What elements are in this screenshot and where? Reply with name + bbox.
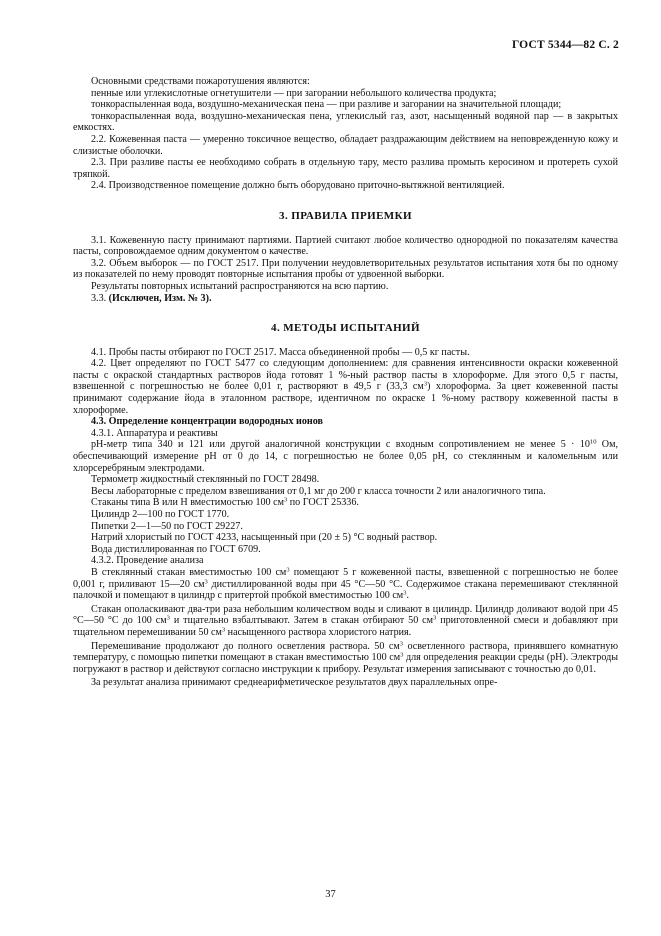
superscript: 3 (221, 626, 226, 634)
superscript: 10 (589, 438, 597, 446)
text-run: по ГОСТ 25336. (287, 497, 359, 509)
paragraph (73, 641, 618, 676)
text-run: дистиллированной воды при 45 °С—50 °С. Содержимое стакана перемешивают стеклянной палочкой и помещают в цилиндр с притертой пробкой вместимостью 100 см (73, 578, 618, 602)
paragraph: Натрий хлористый по ГОСТ 4233, насыщенный при (20 ± 5) °С водный раствор. (91, 532, 438, 544)
superscript: 3 (423, 380, 428, 388)
paragraph: 3.1. Кожевенную пасту принимают партиями. Партией считают любое количество однородной по показателям качества пасты, сопровождаемое одним документом о качестве. (73, 234, 618, 258)
paragraph: 3.2. Объем выборок — по ГОСТ 2517. При получении неудовлетворительных результатов испытания хотя бы по одному из показателей по нему проводят повторные испытания пробы от удвоенной выборки. (73, 257, 618, 281)
clause-number: 3.3. (91, 292, 107, 304)
paragraph: Термометр жидкостный стеклянный по ГОСТ 28498. (91, 474, 320, 486)
paragraph: Основными средствами пожаротушения являются: (91, 76, 310, 87)
paragraph: пенные или углекислотные огнетушители — при загорании небольшого количества продукта; (91, 87, 497, 99)
paragraph: Пипетки 2—1—50 по ГОСТ 29227. (91, 520, 243, 532)
text-run: Ом, обеспечивающий измерение рН от 0 до 14, с погрешностью не более 0,05 рН, со стеклянным и каломельным или хлорсеребряным электродами. (73, 439, 618, 474)
paragraph (73, 293, 618, 305)
page-number: 37 (325, 889, 336, 900)
paragraph: 2.3. При разливе пасты ее необходимо собрать в отдельную тару, место разлива промыть керосином и протереть сухой тряпкой. (73, 157, 618, 180)
text-run: В стеклянный стакан вместимостью 100 см (91, 566, 287, 578)
superscript: 3 (399, 640, 403, 648)
paragraph (73, 439, 618, 474)
paragraph: 4.3.2. Проведение анализа (91, 555, 204, 567)
superscript: 3 (433, 614, 437, 622)
subsection-heading: 4.3. Определение концентрации водородных ионов (91, 416, 323, 428)
excluded-note: (Исключен, Изм. № 3). (108, 292, 212, 304)
superscript: 3 (204, 578, 208, 586)
superscript: 3 (283, 496, 288, 504)
text-run: помещают 5 г кожевенной пасты, взвешенной с погрешностью не более 0,001 г, приливают 15—20 см (73, 566, 618, 590)
paragraph (73, 358, 618, 416)
section-heading-4: 4. МЕТОДЫ ИСПЫТАНИЙ (271, 322, 420, 335)
text-run: 4.2. Цвет определяют по ГОСТ 5477 со следующим дополнением: для сравнения интенсивности окраски кожевенной пасты с окраской стандартных растворов йода готовят 1 %-ный раствор пасты в хлороформе. Для этого 0,5 г пасты, взвешенной с погрешностью не более 0,01 г, растворяют в 49,5 г (33,3 см (73, 358, 618, 393)
superscript: 3 (166, 614, 170, 622)
paragraph: Результаты повторных испытаний распространяются на всю партию. (91, 280, 389, 292)
text-run: рН-метр типа 340 и 121 или другой аналогичной конструкции с входным сопротивлением не менее 5 · 10 (91, 439, 590, 451)
superscript: 3 (286, 566, 290, 574)
paragraph: 2.2. Кожевенная паста — умеренно токсичное вещество, обладает раздражающим действием на неповрежденную кожу и слизистые оболочки. (73, 133, 618, 157)
paragraph: Вода дистиллированная по ГОСТ 6709. (91, 543, 261, 555)
paragraph: 4.1. Пробы пасты отбирают по ГОСТ 2517. Масса объединенной пробы — 0,5 кг пасты. (91, 346, 470, 358)
text-run: и тщательно взбалтывают. Затем в стакан отбирают 50 см (169, 615, 434, 627)
paragraph (73, 497, 618, 509)
paragraph (73, 604, 618, 639)
paragraph: Весы лабораторные с пределом взвешивания от 0,1 мг до 200 г класса точности 2 или аналогичного типа. (91, 485, 546, 497)
text-run: Стакан ополаскивают два-три раза небольшим количеством воды и сливают в цилиндр. Цилиндр доливают водой при 45 °С—50 °С до 100 см (73, 603, 618, 627)
paragraph (73, 567, 618, 602)
text-run: . (406, 590, 409, 602)
paragraph: 4.3.1. Аппаратура и реактивы (91, 427, 218, 439)
paragraph: тонкораспыленная вода, воздушно-механическая пена — при разливе и загорании на значительной площади; (91, 99, 562, 111)
paragraph: Цилиндр 2—100 по ГОСТ 1770. (91, 509, 230, 520)
section-heading-3: 3. ПРАВИЛА ПРИЕМКИ (279, 209, 412, 222)
text-run: насыщенного раствора хлористого натрия. (225, 626, 412, 638)
page-header: ГОСТ 5344—82 С. 2 (511, 39, 619, 51)
text-run: для определения реакции среды (рН). Электроды погружают в раствор и действуют согласно инструкции к прибору. Результат измерения записывают с точностью до 0,01. (73, 652, 618, 675)
text-run: Перемешивание продолжают до полного осветления раствора. 50 см (91, 640, 400, 652)
paragraph: тонкораспыленная вода, воздушно-механическая пена, углекислый газ, азот, насыщенный водяной пар — в закрытых емкостях. (73, 110, 618, 134)
superscript: 3 (400, 651, 404, 659)
paragraph: За результат анализа принимают среднеарифметическое результатов двух параллельных опре- (91, 677, 498, 689)
superscript: 3 (403, 589, 407, 597)
text-run: осветленного раствора, принявшего комнатную температуру, с помощью пипетки помещают в стакан вместимостью 100 см (73, 640, 618, 664)
text-run: ) хлороформа. За цвет кожевенной пасты принимают содержание йода в эталонном растворе, идентичном по окраске 1 %-ному раствору кожевенной пасты в хлороформе. (73, 381, 618, 416)
text-run: Стаканы типа В или Н вместимостью 100 см (91, 497, 284, 509)
text-run: приготовленной смеси и добавляют при тщательном перемешивании 50 см (73, 615, 618, 638)
document-body (73, 76, 618, 689)
paragraph: 2.4. Производственное помещение должно быть оборудовано приточно-вытяжной вентиляцией. (91, 180, 505, 192)
